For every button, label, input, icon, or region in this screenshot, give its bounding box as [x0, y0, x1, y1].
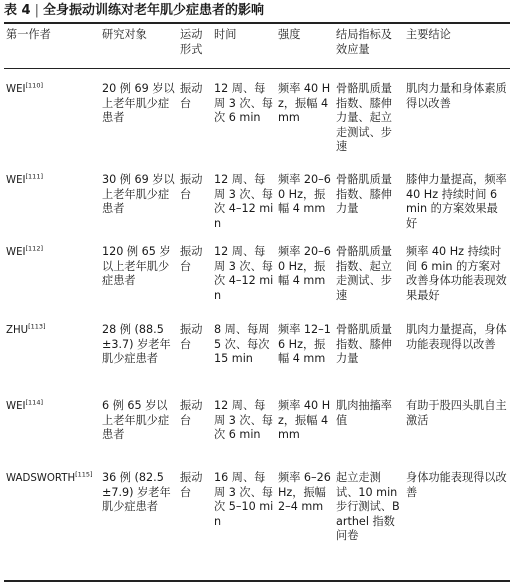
time-cell: 8 周、每周 5 次、每次 15 min: [214, 323, 270, 366]
time-cell: 12 周、每周 3 次、每次 6 min: [214, 82, 273, 125]
reference-number: [114]: [25, 398, 43, 407]
table-row: [4, 68, 510, 171]
outcomes-cell: 骨骼肌质量指数、起立走测试、步速: [336, 245, 392, 302]
author-name: WADSWORTH: [6, 473, 76, 484]
time-cell: 16 周、每周 3 次、每次 5–10 min: [214, 471, 274, 528]
conclusion-cell: 身体功能表现得以改善: [406, 471, 507, 499]
results-table: [4, 28, 510, 583]
conclusion-cell: 肌肉力量提高，身体功能表现得以改善: [406, 323, 507, 351]
author-name: ZHU: [6, 325, 29, 336]
header-subjects: 研究对象: [102, 28, 147, 41]
mode-cell: 振动台: [180, 245, 203, 273]
intensity-cell: 频率 40 Hz，振幅 4 mm: [278, 82, 331, 125]
intensity-cell: 频率 6–26 Hz，振幅 2–4 mm: [278, 471, 331, 514]
table-row: [4, 397, 510, 469]
header-conclusion: 主要结论: [406, 28, 451, 41]
author-cell: [4, 469, 100, 583]
mode-cell: 振动台: [180, 399, 203, 427]
outcomes-cell: 骨骼肌质量指数、膝伸力量、起立走测试、步速: [336, 82, 392, 154]
conclusion-cell: 频率 40 Hz 持续时间 6 min 的方案对改善身体功能表现效果最好: [406, 245, 507, 302]
outcomes-cell: 骨骼肌质量指数、膝伸力量: [336, 173, 392, 216]
author-cell: [4, 68, 100, 171]
author-cell: [4, 171, 100, 243]
table-caption: 全身振动训练对老年肌少症患者的影响: [42, 3, 264, 18]
intensity-cell: 频率 12–16 Hz，振幅 4 mm: [278, 323, 331, 366]
header-row: [4, 28, 510, 68]
reference-number: [111]: [25, 172, 43, 181]
outcomes-cell: 肌肉抽搐率值: [336, 399, 392, 427]
subjects-cell: 6 例 65 岁以上老年肌少症患者: [102, 399, 170, 442]
title-separator: |: [34, 3, 39, 18]
mode-cell: 振动台: [180, 471, 203, 499]
table-row: [4, 171, 510, 243]
intensity-cell: 频率 20–60 Hz，振幅 4 mm: [278, 245, 331, 288]
top-rule: [4, 22, 510, 24]
mode-cell: 振动台: [180, 173, 203, 201]
time-cell: 12 周、每周 3 次、每次 4–12 min: [214, 173, 274, 230]
header-intensity: 强度: [278, 28, 301, 41]
author-name: WEI: [6, 247, 26, 258]
author-cell: [4, 321, 100, 397]
reference-number: [112]: [25, 244, 43, 253]
outcomes-cell: 起立走测试、10 min 步行测试、Barthel 指数问卷: [336, 471, 400, 543]
author-name: WEI: [6, 84, 26, 95]
intensity-cell: 频率 20–60 Hz，振幅 4 mm: [278, 173, 331, 216]
table-title: [4, 0, 264, 22]
author-name: WEI: [6, 175, 26, 186]
table-row: [4, 321, 510, 397]
time-cell: 12 周、每周 3 次、每次 6 min: [214, 399, 273, 442]
header-time: 时间: [214, 28, 237, 41]
conclusion-cell: 膝伸力量提高，频率 40 Hz 持续时间 6 min 的方案效果最好: [406, 173, 507, 230]
conclusion-cell: 有助于股四头肌自主激活: [406, 399, 507, 427]
header-author: 第一作者: [6, 28, 51, 41]
mode-cell: 振动台: [180, 323, 203, 351]
author-cell: [4, 397, 100, 469]
reference-number: [115]: [75, 470, 93, 479]
header-mode: 运动形式: [180, 28, 203, 56]
subjects-cell: 30 例 69 岁以上老年肌少症患者: [102, 173, 175, 216]
table-number: 表 4: [4, 3, 31, 18]
subjects-cell: 20 例 69 岁以上老年肌少症患者: [102, 82, 175, 125]
reference-number: [113]: [28, 322, 46, 331]
table-row: [4, 243, 510, 321]
author-cell: [4, 243, 100, 321]
subjects-cell: 28 例 (88.5±3.7) 岁老年肌少症患者: [102, 323, 171, 366]
header-outcomes: 结局指标及效应量: [336, 28, 392, 56]
outcomes-cell: 骨骼肌质量指数、膝伸力量: [336, 323, 392, 366]
mode-cell: 振动台: [180, 82, 203, 110]
subjects-cell: 36 例 (82.5±7.9) 岁老年肌少症患者: [102, 471, 171, 514]
conclusion-cell: 肌肉力量和身体素质得以改善: [406, 82, 507, 110]
table-row: [4, 469, 510, 583]
intensity-cell: 频率 40 Hz，振幅 4 mm: [278, 399, 331, 442]
author-name: WEI: [6, 401, 26, 412]
subjects-cell: 120 例 65 岁以上老年肌少症患者: [102, 245, 171, 288]
time-cell: 12 周、每周 3 次、每次 4–12 min: [214, 245, 274, 302]
reference-number: [110]: [25, 81, 43, 90]
